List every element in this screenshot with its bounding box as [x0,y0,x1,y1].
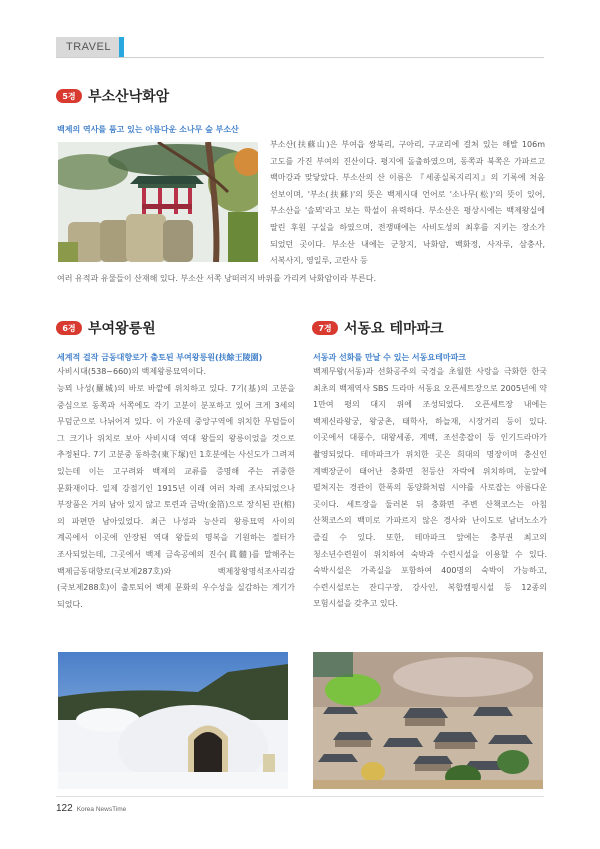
section-heading: 부소산낙화암 [88,89,170,105]
footer-rule [56,796,544,797]
section-subtitle: 서동과 선화를 만날 수 있는 서동요테마파크 [313,353,467,362]
page-number: 122 [56,803,73,814]
publication-name: Korea NewsTime [76,806,127,813]
royal-tombs-body: 능뫼 나성(羅城)의 바로 바깥에 위치하고 있다. 7기(基)의 고분을 중심으로 동쪽과 서쪽에도 각기 고분이 분포하고 있어 크게 3세의 무덤군으로 나뉘어져 있다. 이 가운데 중앙구역에 위치한 무덤들이 그 크기나 위치로 보아 사비시대 역대 왕들의 왕릉이었을 것으로 추정된다. 7기 고분중 동하총(東下塚)인 1호분에는 사신도가 그려져 있는데 이는 고구려와 백제의 교류를 증명해 주는 귀중한 문화재이다. 일제 강점기인 1915년 이래 여러 차례 조사되었으나 부장품은 거의 남아 있지 않고 토련과 금박(金箔)으로 장식된 관(棺)의 파편만 남아있었다. 최근 나성과 능산리 왕릉묘역 사이의 계곡에서 이곳에 안장된 역대 왕들의 명복을 기원하는 절터가 조사되었는데, 그곳에서 백제 금속공예의 진수(眞髓)를 말해주는 백제금동대향로(국보제287호)와 백제창왕명석조사리감(국보제288호)이 출토되어 백제 문화의 우수성을 실감하는 계기가 되었다. [57,384,295,609]
section-accent-bar [119,37,124,57]
section-subtitle: 백제의 역사를 품고 있는 아름다운 소나무 숲 부소산 [57,125,239,134]
busosan-photo [58,142,258,262]
page-footer [56,803,126,814]
section-heading: 부여왕릉원 [88,321,156,337]
royal-tombs-lead: 사비시대(538~660)의 백제왕릉묘역이다. [57,367,207,376]
section-title-busosan [56,86,169,106]
section-title-seodongyo [312,318,444,338]
badge-icon: 5경 [56,89,82,103]
section-subtitle: 세계적 걸작 금동대향로가 출토된 부여왕릉원(扶餘王陵園) [57,353,263,362]
section-label: TRAVEL [56,37,119,57]
section-heading: 서동요 테마파크 [344,321,444,337]
royal-tombs-photo [58,652,288,789]
village-image-icon [313,652,543,789]
seodongyo-body: 백제무왕(서동)과 선화공주의 국경을 초월한 사랑을 극화한 한국 최초의 백제역사 SBS 드라마 서동요 오픈세트장으로 2005년에 약 1만여 평의 대지 위에 조성되었다. 오픈세트장 내에는 백제신라왕궁, 왕궁촌, 태학사, 하늘재, 시장거리 등이 있다. 이곳에서 대풍수, 대왕세종, 계백, 조선총잡이 등 인기드라마가 촬영되었다. 테마파크가 위치한 곳은 희대의 명장이며 충신인 계백장군이 태어난 충화면 천등산 자락에 위치하며, 눈앞에 펼쳐지는 경관이 한폭의 동양화처럼 시야를 사로잡는 아름다운 곳이다. 세트장을 둘러본 뒤 충화면 주변 산책코스는 아침 산책코스의 백미로 가파르지 않은 경사와 난이도로 남녀노소가 즐길 수 있다. 또한, 테마파크 앞에는 충부권 최고의 청소년수련원이 위치하여 숙박과 수련시설을 이용할 수 있다. 숙박시설은 가족실을 포함하여 400명의 숙박이 가능하고, 수련시설로는 잔디구장, 강사인, 복합캠핑시설 등 12종의 모험시설을 갖추고 있다. [313,367,547,609]
busosan-body: 부소산(扶蘇山)은 부여읍 쌍북리, 구아리, 구교리에 걸쳐 있는 해발 106m 고도를 가진 부여의 진산이다. 평지에 돌출하였으며, 동쪽과 북쪽은 가파르고 백마강과 맞닿았다. 부소산의 산 이름은 『세종실록지리지』의 기록에 처음 선보이며, '부소(扶蘇)'의 뜻은 백제시대 언어로 '소나무(松)'의 뜻이 있어, 부소산을 '솔뫼'라고 보는 학설이 유력하다. 부소산은 평상시에는 백제왕실에 딸린 후원 구실을 하였으며, 전쟁때에는 사비도성의 최후를 지키는 장소가 되었던 곳이다. 부소산 내에는 군창지, 낙화암, 백화정, 사자루, 삼충사, 서복사지, 영일루, 고란사 등 [270,140,545,266]
snow-tomb-image-icon [58,652,288,789]
pavilion-image-icon [58,142,258,262]
section-header-bar [56,37,544,58]
badge-icon: 7경 [312,321,338,335]
badge-icon: 6경 [56,321,82,335]
busosan-body-cont: 여러 유적과 유물들이 산재해 있다. 부소산 서쪽 낭떠러지 바위를 가리켜 낙화암이라 부른다. [57,274,376,283]
seodongyo-photo [313,652,543,789]
section-title-royal-tombs [56,318,156,338]
